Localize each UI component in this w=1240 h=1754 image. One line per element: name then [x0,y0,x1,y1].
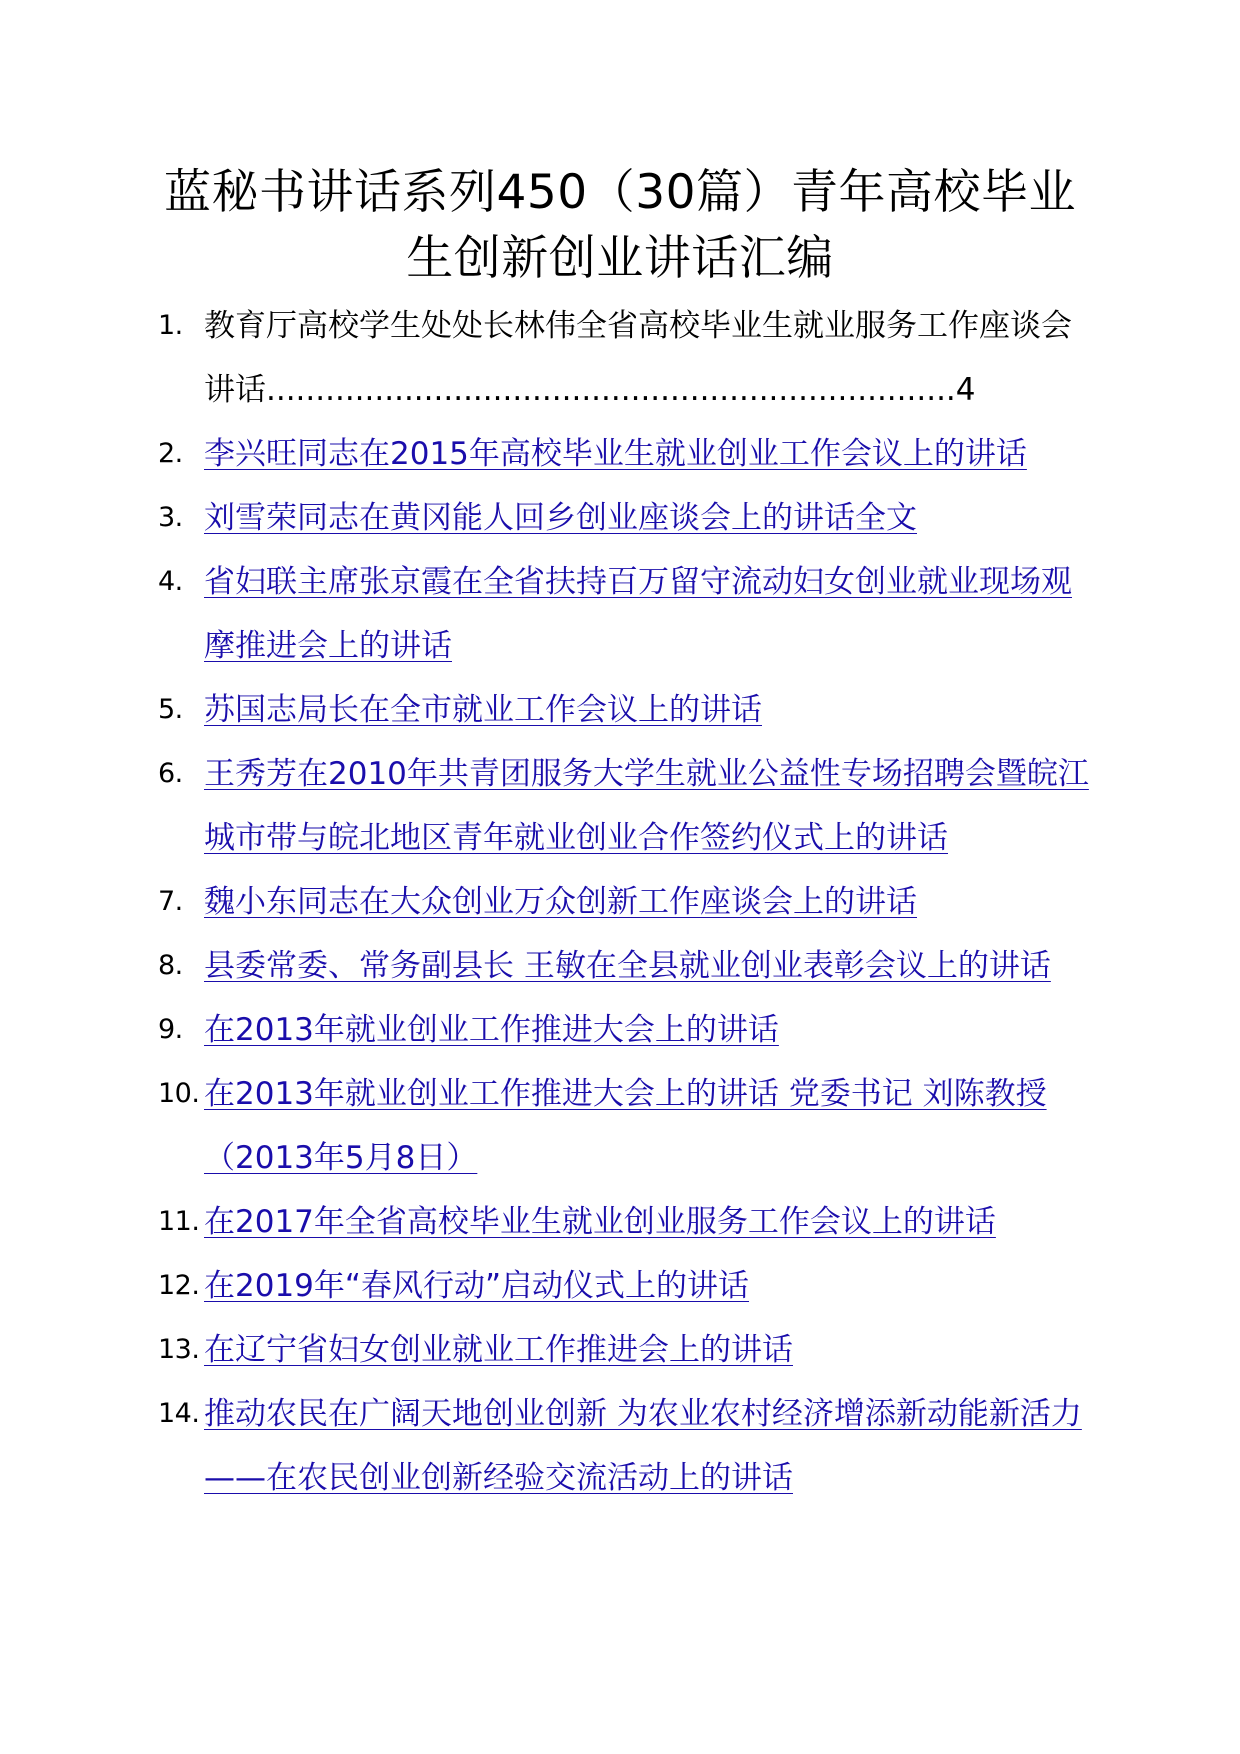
toc-item-4 [158,550,1098,678]
toc-number: 1. [158,310,183,341]
toc-number: 2. [158,438,183,469]
toc-link[interactable]: 推动农民在广阔天地创业创新 为农业农村经济增添新动能新活力 ——在农民创业创新经验交流活动上的讲话 [204,1396,1082,1496]
toc-entry-text[interactable]: 教育厅高校学生处处长林伟全省高校毕业生就业服务工作座谈会讲话 [204,308,1072,408]
toc-item-12 [158,1254,1098,1318]
toc-number: 13. [158,1334,200,1365]
toc-link[interactable]: 在辽宁省妇女创业就业工作推进会上的讲话 [204,1332,793,1368]
toc-item-2 [158,422,1098,486]
toc-link[interactable]: 李兴旺同志在2015年高校毕业生就业创业工作会议上的讲话 [204,436,1027,472]
toc-item-1 [158,294,1098,422]
toc-number: 7. [158,886,183,917]
toc-number: 5. [158,694,183,725]
toc-item-7 [158,870,1098,934]
toc-item-8 [158,934,1098,998]
toc-item-11 [158,1190,1098,1254]
toc-item-13 [158,1318,1098,1382]
toc-link[interactable]: 在2013年就业创业工作推进大会上的讲话 [204,1012,779,1048]
toc-link[interactable]: 在2019年“春风行动”启动仪式上的讲话 [204,1268,750,1304]
toc-item-5 [158,678,1098,742]
toc-item-6 [158,742,1098,870]
toc-item-9 [158,998,1098,1062]
toc-number: 11. [158,1206,200,1237]
toc-leader-dots: ...................................................................... [266,372,956,408]
toc-page-number: 4 [955,372,976,408]
toc-item-10 [158,1062,1098,1190]
table-of-contents [158,294,1098,1510]
toc-link[interactable]: 魏小东同志在大众创业万众创新工作座谈会上的讲话 [204,884,917,920]
toc-number: 4. [158,566,183,597]
toc-number: 12. [158,1270,200,1301]
toc-link[interactable]: 刘雪荣同志在黄冈能人回乡创业座谈会上的讲话全文 [204,500,917,536]
toc-number: 9. [158,1014,183,1045]
toc-item-14 [158,1382,1098,1510]
toc-item-3 [158,486,1098,550]
toc-link[interactable]: 县委常委、常务副县长 王敏在全县就业创业表彰会议上的讲话 [204,948,1051,984]
toc-link[interactable]: 苏国志局长在全市就业工作会议上的讲话 [204,692,762,728]
toc-number: 14. [158,1398,200,1429]
toc-link[interactable]: 在2017年全省高校毕业生就业创业服务工作会议上的讲话 [204,1204,996,1240]
toc-number: 3. [158,502,183,533]
toc-number: 6. [158,758,183,789]
toc-number: 10. [158,1078,200,1109]
document-title: 蓝秘书讲话系列450（30篇）青年高校毕业生创新创业讲话汇编 [163,165,1076,286]
toc-number: 8. [158,950,183,981]
toc-link[interactable]: 在2013年就业创业工作推进大会上的讲话 党委书记 刘陈教授 （2013年5月8日） [204,1076,1047,1176]
toc-link[interactable]: 王秀芳在2010年共青团服务大学生就业公益性专场招聘会暨皖江城市带与皖北地区青年就业创业合作签约仪式上的讲话 [204,756,1089,856]
toc-link[interactable]: 省妇联主席张京霞在全省扶持百万留守流动妇女创业就业现场观摩推进会上的讲话 [204,564,1072,664]
